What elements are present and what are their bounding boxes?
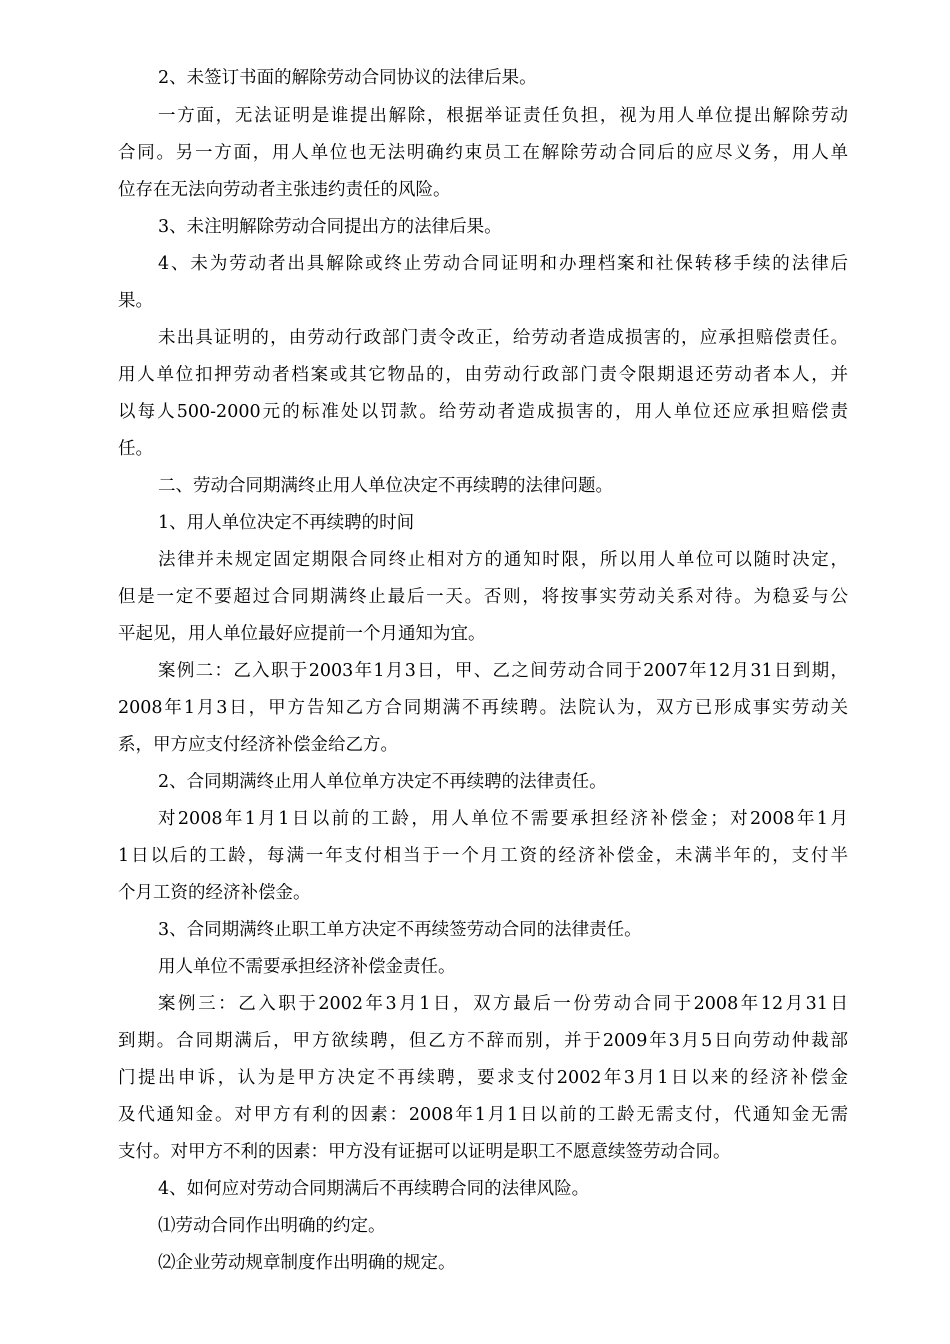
case-three-line: 案例三：乙入职于2002年3月1日，双方最后一份劳动合同于2008年12月31日 [158, 994, 848, 1014]
paragraph-line: 任。 [118, 439, 153, 459]
section-heading-contract-expiry: 二、劳动合同期满终止用人单位决定不再续聘的法律问题。 [158, 476, 613, 496]
paragraph-line: 位存在无法向劳动者主张违约责任的风险。 [118, 180, 451, 200]
paragraph-line: 果。 [118, 291, 153, 311]
paragraph-line: 未出具证明的，由劳动行政部门责令改正，给劳动者造成损害的，应承担赔偿责任。 [158, 328, 848, 348]
paragraph-line: 用人单位扣押劳动者档案或其它物品的，由劳动行政部门责令限期退还劳动者本人，并 [118, 365, 848, 385]
list-item: ⑵企业劳动规章制度作出明确的规定。 [158, 1253, 456, 1273]
paragraph-line: 对2008年1月1日以前的工龄，用人单位不需要承担经济补偿金；对2008年1月 [158, 809, 848, 829]
case-three-line: 门提出申诉，认为是甲方决定不再续聘，要求支付2002年3月1日以来的经济补偿金 [118, 1068, 848, 1088]
case-two-line: 案例二：乙入职于2003年1月3日，甲、乙之间劳动合同于2007年12月31日到期， [158, 661, 848, 681]
case-two-line: 2008年1月3日，甲方告知乙方合同期满不再续聘。法院认为，双方已形成事实劳动关 [118, 698, 848, 718]
subheading-risk-response: 4、如何应对劳动合同期满后不再续聘合同的法律风险。 [158, 1179, 590, 1199]
case-two-line: 系，甲方应支付经济补偿金给乙方。 [118, 735, 398, 755]
list-item: ⑴劳动合同作出明确的约定。 [158, 1216, 386, 1236]
case-three-line: 到期。合同期满后，甲方欲续聘，但乙方不辞而别，并于2009年3月5日向劳动仲裁部 [118, 1031, 848, 1051]
heading-no-certificate: 4、未为劳动者出具解除或终止劳动合同证明和办理档案和社保转移手续的法律后 [158, 254, 848, 274]
heading-unsigned-termination-agreement: 2、未签订书面的解除劳动合同协议的法律后果。 [158, 68, 537, 88]
subheading-employer-liability: 2、合同期满终止用人单位单方决定不再续聘的法律责任。 [158, 772, 607, 792]
subheading-timing: 1、用人单位决定不再续聘的时间 [158, 513, 415, 533]
paragraph-line: 一方面，无法证明是谁提出解除，根据举证责任负担，视为用人单位提出解除劳动 [158, 106, 848, 126]
paragraph-line: 以每人500-2000元的标准处以罚款。给劳动者造成损害的，用人单位还应承担赔偿责 [118, 402, 848, 422]
case-three-line: 支付。对甲方不利的因素：甲方没有证据可以证明是职工不愿意续签劳动合同。 [118, 1142, 731, 1162]
paragraph-line: 但是一定不要超过合同期满终止最后一天。否则，将按事实劳动关系对待。为稳妥与公 [118, 587, 848, 607]
paragraph-line: 用人单位不需要承担经济补偿金责任。 [158, 957, 456, 977]
case-three-line: 及代通知金。对甲方有利的因素：2008年1月1日以前的工龄无需支付，代通知金无需 [118, 1105, 848, 1125]
paragraph-line: 法律并未规定固定期限合同终止相对方的通知时限，所以用人单位可以随时决定， [158, 550, 848, 570]
subheading-employee-liability: 3、合同期满终止职工单方决定不再续签劳动合同的法律责任。 [158, 920, 642, 940]
heading-unspecified-party: 3、未注明解除劳动合同提出方的法律后果。 [158, 217, 502, 237]
paragraph-line: 合同。另一方面，用人单位也无法明确约束员工在解除劳动合同后的应尽义务，用人单 [118, 143, 848, 163]
paragraph-line: 1日以后的工龄，每满一年支付相当于一个月工资的经济补偿金，未满半年的，支付半 [118, 846, 848, 866]
paragraph-line: 平起见，用人单位最好应提前一个月通知为宜。 [118, 624, 486, 644]
paragraph-line: 个月工资的经济补偿金。 [118, 883, 311, 903]
